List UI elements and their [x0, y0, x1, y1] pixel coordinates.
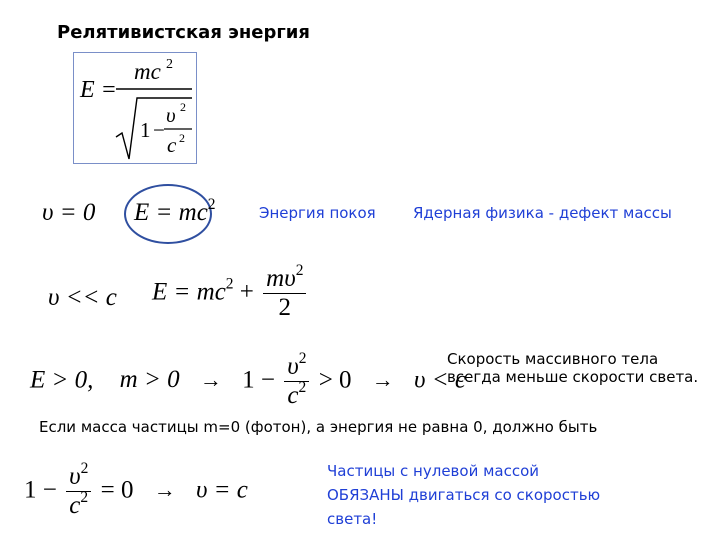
formula-numerator: mc [134, 59, 161, 84]
mass-condition-chain: E > 0, m > 0 → 1 − $\frac{\upsilon^2}{c^2}$ > 0 → υ < c [30, 350, 466, 410]
formula-minus: − [153, 118, 165, 142]
rest-energy-label: Энергия покоя [259, 204, 376, 222]
formula-c: c [167, 133, 177, 157]
formula-num-exp: 2 [166, 57, 173, 72]
formula-lhs: E = [80, 77, 117, 103]
photon-statement: Если масса частицы m=0 (фотон), а энергия не равна 0, должно быть [39, 418, 598, 436]
formula-v-exp: 2 [180, 100, 186, 114]
v-zero-condition: υ = 0 [42, 199, 96, 226]
slide-title: Релятивистская энергия [57, 22, 310, 43]
kinetic-fraction: $\frac{m\upsilon^2}{2}$ [263, 266, 306, 322]
massless-particles-note: Частицы с нулевой массой ОБЯЗАНЫ двигаться со скоростью света! [327, 462, 601, 528]
main-formula [74, 53, 196, 163]
rest-energy-formula: $E = mc^2$ [134, 196, 216, 226]
photon-formula: 1 − $\frac{\upsilon^2}{c^2}$ = 0 → υ = c [24, 460, 248, 520]
formula-v: υ [166, 103, 176, 127]
massive-body-note: Скорость массивного тела всегда меньше скорости света. [447, 350, 699, 386]
v-small-condition: υ << c [48, 284, 117, 311]
formula-one: 1 [140, 118, 151, 142]
formula-c-exp: 2 [179, 131, 185, 145]
nuclear-physics-label: Ядерная физика - дефект массы [413, 204, 672, 222]
approx-energy-formula: $E = mc^2$ + $\frac{m\upsilon^2}{2}$ [152, 266, 309, 322]
